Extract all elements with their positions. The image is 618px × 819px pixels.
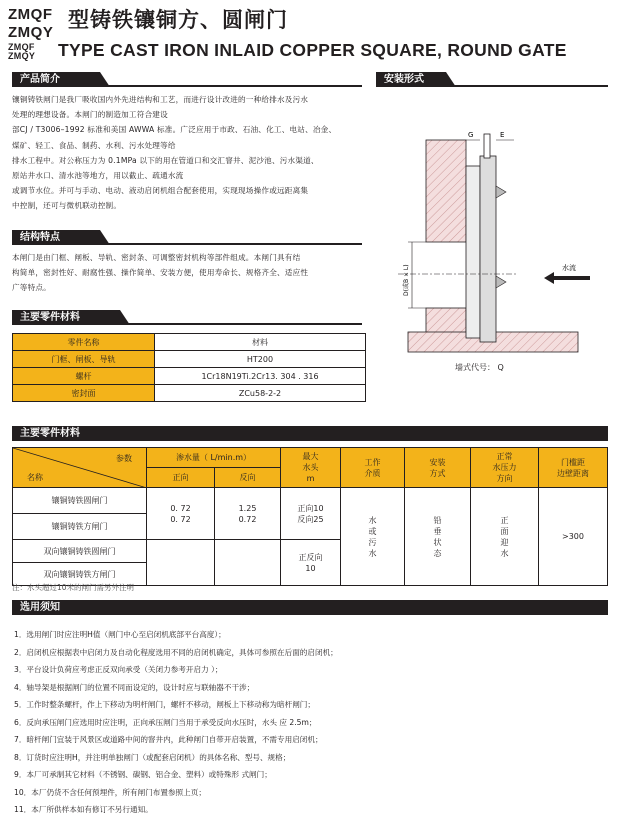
header-install-2: 方式 bbox=[429, 468, 446, 478]
part-material: ZCu58-2-2 bbox=[155, 385, 366, 402]
install-method bbox=[405, 488, 471, 586]
notice-item: 2．启闭机应根据表中启闭力及自动化程度选用不同的启闭机确定，具体可参照在后面的启闭机； bbox=[14, 647, 338, 657]
part-name: 螺杆 bbox=[13, 368, 155, 385]
header-max-head bbox=[281, 448, 341, 488]
dim-e-label: E bbox=[500, 131, 505, 139]
table-header-row bbox=[13, 448, 608, 468]
wall-upper bbox=[426, 140, 466, 242]
medium-char: 污 bbox=[368, 537, 377, 547]
notice-list bbox=[14, 626, 338, 819]
intro-line: 中控制，还可与微机联动控制。 bbox=[12, 201, 122, 211]
features-paragraph bbox=[12, 250, 364, 296]
model-code-zmqy: ZMQY bbox=[8, 24, 54, 41]
notice-item: 1．选用闸门时应注明H值（闸门中心至启闭机底部平台高度）； bbox=[14, 630, 226, 639]
dimension-label: D(或B × L) bbox=[403, 264, 410, 296]
max-head-forward: 正向10 bbox=[297, 503, 324, 513]
work-medium bbox=[341, 488, 405, 586]
gate-name: 双向镶铜铸铁圆闸门 bbox=[13, 540, 147, 563]
column-header-part: 零件名称 bbox=[13, 334, 155, 351]
section-rule-features bbox=[100, 243, 362, 245]
gate-plate bbox=[480, 156, 496, 342]
wedge-lower bbox=[496, 276, 506, 288]
install-char: 态 bbox=[433, 548, 442, 558]
page-title-en: TYPE CAST IRON INLAID COPPER SQUARE, ROUND GATE bbox=[58, 40, 567, 60]
intro-line: 原站井水口、清水池等地方，用以截止、疏通水流 bbox=[12, 171, 184, 181]
pressure-char: 水 bbox=[500, 548, 509, 558]
header-pressure-3: 方向 bbox=[496, 474, 513, 483]
dim-g-label: G bbox=[468, 131, 474, 139]
header-install bbox=[405, 448, 471, 488]
section-bar-notice: 选用须知 bbox=[12, 600, 608, 615]
medium-char: 水 bbox=[368, 548, 377, 558]
intro-line: 煤矿、轻工、食品、制药、水利、污水处理等给 bbox=[12, 140, 176, 150]
notice-item: 9．本厂可承制其它材料（不锈钢、碳钢、铝合金、塑料）或特殊形 式闸门； bbox=[14, 770, 272, 779]
header-medium-1: 工作 bbox=[364, 457, 381, 467]
pressure-char: 面 bbox=[500, 526, 509, 536]
gate-name: 镶铜铸铁圆闸门 bbox=[13, 488, 147, 514]
section-bar-intro: 产品简介 bbox=[12, 72, 100, 87]
gate-spec-table bbox=[12, 447, 608, 586]
pressure-char: 正 bbox=[500, 515, 509, 525]
header-reverse: 反向 bbox=[215, 468, 281, 488]
notice-item: 4．轴导架是根据闸门的位置不同而设定的，设计时应与联轴器不干涉； bbox=[14, 682, 255, 692]
model-code-small-zmqy: ZMQY bbox=[8, 51, 36, 61]
section-bar-parts1: 主要零件材料 bbox=[12, 310, 120, 325]
intro-line: 或调节水位。并可与手动、电动、液动启闭机组合配套使用，实现现场操作或远距离集 bbox=[12, 186, 309, 196]
section-rule-parts1 bbox=[120, 323, 362, 325]
header-install-1: 安装 bbox=[429, 457, 446, 467]
header-pressure bbox=[471, 448, 539, 488]
header-distance bbox=[539, 448, 608, 488]
installation-drawing bbox=[378, 126, 610, 376]
table-row bbox=[13, 351, 366, 368]
header-max-head-3: m bbox=[306, 474, 315, 483]
intro-line: 处理的理想设备。本闸门的制造加工符合建设 bbox=[12, 110, 168, 120]
notice-item: 6．反向承压闸门应选用时应注明，正向承压闸门当用于承受反向水压时，水头 应 2.5m； bbox=[14, 717, 317, 727]
pressure-direction bbox=[471, 488, 539, 586]
notice-item: 11．本厂所供样本如有修订不另行通知。 bbox=[14, 805, 153, 814]
leak-reverse bbox=[215, 488, 281, 540]
wall-code-label: 墙式代号： Q bbox=[455, 363, 504, 372]
part-name: 密封面 bbox=[13, 385, 155, 402]
column-header-material: 材料 bbox=[155, 334, 366, 351]
part-name: 门框、闸板、导轨 bbox=[13, 351, 155, 368]
leak-forward-empty bbox=[147, 540, 215, 586]
flow-arrow-icon bbox=[544, 272, 590, 284]
gate-frame bbox=[466, 166, 480, 338]
table-row bbox=[13, 488, 608, 514]
leak-forward-2: 0. 72 bbox=[170, 514, 191, 524]
section-bar-install: 安装形式 bbox=[376, 72, 446, 87]
model-code-small bbox=[8, 43, 46, 61]
table-row bbox=[13, 385, 366, 402]
leak-forward bbox=[147, 488, 215, 540]
header-distance-2: 边壁距离 bbox=[557, 468, 589, 478]
leak-reverse-2: 0.72 bbox=[238, 514, 257, 524]
max-head-bidirectional: 正反向 bbox=[298, 552, 323, 562]
intro-line: 镶铜铸铁闸门是我厂吸收国内外先进结构和工艺，而进行设计改进的一种给排水及污水 bbox=[12, 95, 309, 104]
page-header bbox=[8, 2, 612, 64]
wedge-upper bbox=[496, 186, 506, 198]
header-name-label: 名称 bbox=[27, 473, 43, 482]
max-head-reverse: 反向25 bbox=[297, 514, 324, 524]
gate-stem bbox=[484, 134, 490, 158]
feature-line: 本闸门是由门框、闸板、导轨、密封条、可调整密封机构等部件组成。本闸门具有结 bbox=[12, 253, 301, 262]
model-code-zmqf: ZMQF bbox=[8, 6, 53, 23]
leak-forward-1: 0. 72 bbox=[170, 503, 191, 513]
flow-label: 水流 bbox=[562, 264, 576, 272]
notice-item: 10．本厂仍货不含任何预埋件，所有闸门布置参照上页； bbox=[14, 787, 206, 797]
install-char: 铅 bbox=[433, 515, 442, 525]
header-param-label: 参数 bbox=[116, 454, 132, 463]
notice-item: 3．平台设计负荷应考虑正反双向承受（关闭力参考开启力 ）； bbox=[14, 665, 223, 674]
medium-char: 或 bbox=[368, 526, 377, 536]
header-max-head-1: 最大 bbox=[302, 452, 319, 461]
intro-line: 部CJ / T3006–1992 标准和美国 AWWA 标准。广泛应用于市政、石油、化工、电站、冶金、 bbox=[12, 125, 337, 135]
table-row bbox=[13, 368, 366, 385]
notice-item: 5．工作时整条螺杆，作上下移动为明杆闸门，螺杆不移动，闸板上下移动称为暗杆闸门； bbox=[14, 700, 315, 709]
leak-reverse-empty bbox=[215, 540, 281, 586]
header-medium-2: 介质 bbox=[364, 468, 381, 478]
part-material: HT200 bbox=[155, 351, 366, 368]
header-max-head-2: 水头 bbox=[302, 463, 319, 472]
feature-line: 构简单，密封性好、耐腐性强、操作简单、安装方便，使用寿命长、规格齐全、适应性 bbox=[12, 268, 309, 278]
header-leakage: 渗水量（ L/min.m） bbox=[147, 448, 281, 468]
section-bar-parts2: 主要零件材料 bbox=[12, 426, 608, 441]
header-forward: 正向 bbox=[147, 468, 215, 488]
section-rule-install bbox=[446, 85, 608, 87]
section-bar-features: 结构特点 bbox=[12, 230, 100, 245]
header-pressure-2: 水压力 bbox=[492, 463, 517, 472]
notice-item: 8．订货时应注明H，并注明单独闸门（或配套启闭机）的具体名称、型号、规格； bbox=[14, 752, 291, 762]
model-code-small-zmqf: ZMQF bbox=[8, 42, 35, 52]
medium-char: 水 bbox=[368, 515, 377, 525]
feature-line: 广等特点。 bbox=[12, 283, 51, 293]
max-head-single bbox=[281, 488, 341, 540]
max-head-bidirectional-value: 10 bbox=[305, 563, 316, 573]
parts-material-table bbox=[12, 333, 366, 402]
header-pressure-1: 正常 bbox=[496, 452, 513, 461]
header-distance-1: 门槛距 bbox=[561, 457, 585, 467]
gate-name: 双向镶铜铸铁方闸门 bbox=[13, 563, 147, 586]
page-title-cn: 型铸铁镶铜方、圆闸门 bbox=[68, 8, 288, 32]
intro-line: 排水工程中。对公称压力为 0.1MPa 以下的用在管道口和交汇窨井、泥沙池、污水渠道、 bbox=[12, 155, 319, 165]
notice-item: 7．暗杆闸门宜装于风景区或道路中间的窨井内，此种闸门自带开启装置，不需专用启闭机； bbox=[14, 735, 323, 744]
threshold-distance: >300 bbox=[539, 488, 608, 586]
leak-reverse-1: 1.25 bbox=[238, 503, 257, 513]
header-medium bbox=[341, 448, 405, 488]
table-header-row bbox=[13, 334, 366, 351]
install-char: 状 bbox=[433, 537, 442, 547]
max-head-double bbox=[281, 540, 341, 586]
install-char: 垂 bbox=[433, 526, 442, 536]
header-name-param bbox=[13, 448, 147, 488]
intro-paragraph bbox=[12, 92, 364, 214]
table-note: 注：水头超过10米的闸门需另外注明 bbox=[12, 583, 135, 592]
pressure-char: 迎 bbox=[500, 537, 509, 547]
part-material: 1Cr18N19Ti.2Cr13. 304 . 316 bbox=[155, 368, 366, 385]
section-rule-intro bbox=[100, 85, 362, 87]
gate-name: 镶铜铸铁方闸门 bbox=[13, 514, 147, 540]
